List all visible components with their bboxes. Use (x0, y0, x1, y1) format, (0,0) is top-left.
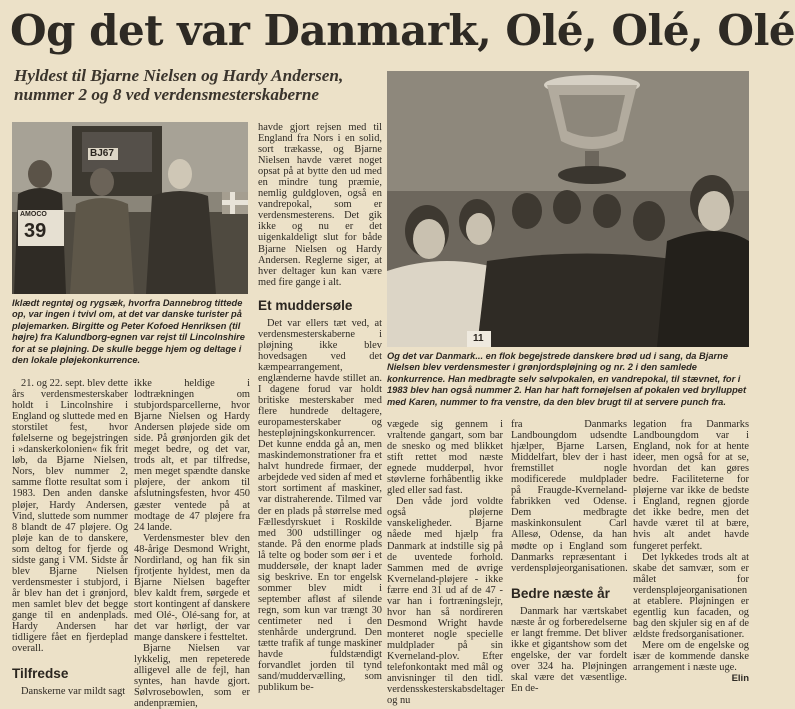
photo-ploughing-tourists (12, 122, 248, 294)
caption-right: Og det var Danmark... en flok begejstrede danskere brød ud i sang, da Bjarne Nielsen blev verdensmester i grønjordspløjning og nr. 2 i den samlede konkurrence. Han medbragte selv sølvpokalen, en vandrepokal, til stævnet, for i 1983 blev han også nummer 2. Han har haft fornøjelsen af pokalen ved brylluppet med Karen, nummer to fra venstre, da den blev brugt til at servere punch fra. (387, 351, 747, 407)
article-column-3 (258, 122, 382, 694)
col4-paragraph-2: Den våde jord voldte også pløjerne vanskeligheder. Bjarne nåede med hjælp fra Danmark at indstille sig på de uventede forhold. Sammen med de øvrige Kverneland-pløjere - ikke færre end 31 ud af de 47 - var han i fortræningslejr, hvor han så nordireren Desmond Wright havde monteret nogle specielle muldplader på sin Kverneland-plov. Efter telefonkontakt med mål og anvisninger til den tidl. verdensskesterskabsdeltager og nu (387, 496, 505, 707)
col2-paragraph-3: Bjarne Nielsen var lykkelig, men repeterede alligevel alle de fejl, han syntes, han havde gjort. Sølvrosebowlen, som er andenpræmien, (134, 643, 250, 709)
author-signature: Elin (731, 673, 749, 685)
photo-left-bib-brand: AMOCO (20, 211, 47, 218)
photo-right-sign-number: 11 (473, 333, 484, 344)
article-column-2 (134, 378, 250, 709)
col2-paragraph-2: Verdensmester blev den 48-årige Desmond Wright, Nordirland, og han fik sin fjrotjente hyldest, men da Bjarne Nielsen bagefter blev kaldt frem, sørgede et stort kontingent af danskere med Olé-, Olé-sang for, at det var hørligt, der var mange danskere i festteltet. (134, 532, 250, 644)
col5-paragraph-2: Danmark har værtskabet næste år og forberedelserne er langt fremme. Det bliver ikke et gigantshow som det engelske, der var fordelt over 324 ha. Pløjningen skal være det væsentlige. En de- (511, 605, 627, 694)
photo-celebration-trophy (387, 71, 749, 347)
col1-paragraph-2: Danskerne var mildt sagt (21, 686, 126, 698)
subheadline: Hyldest til Bjarne Nielsen og Hardy Andersen, nummer 2 og 8 ved verdensmesterskaberne (14, 66, 344, 104)
col6-paragraph-1: legation fra Danmarks Landboungdom var i England, nok for at hente ideer, men også for at se, hvordan det kan gøres bedre. Faciliteterne for pløjerne var ikke de bedste i England, regnen gjorde det ikke bedre, men det havde været til at bære, hvis alt andet havde fungeret perfekt. (633, 419, 749, 552)
caption-left: Iklædt regntøj og rygsæk, hvorfra Dannebrog tittede op, var ingen i tvivl om, at det var danske turister på pløjemarken. Birgitte og Peter Kofoed Henriksen (til højre) fra Kalundborg-egnen var rejst til Lincolnshire for at se pløjning. De skulle begge hjem og deltage i den lokale pløjekonkurrence. (12, 298, 245, 366)
photo-left-illustration (12, 122, 248, 294)
col3-paragraph-1: havde gjort rejsen med til England fra Nors i en solid, sort trækasse, og Bjarne Nielsen havde været noget opsat på at bytte den ud med en mindre tung præmie, nemlig guldgloven, også en vandrepokal, som er verdensmesterens. Det gik ikke og nu er det uigenkaldeligt slut for både Bjarne Nielsen og Hardy Andersen. Reglerne siger, at hver deltager kun kan være med fire gange i alt. (258, 122, 382, 288)
article-column-6 (633, 419, 749, 685)
col6-paragraph-2: Det lykkedes trods alt at skabe det samvær, som er målet for verdenspløjeorganisationen at etablere. Pløjningen er egentlig kun facaden, og bag den skjuler sig en af de ældste fredsorganisationer. (633, 551, 749, 640)
col2-paragraph-1: ikke heldige i lodtrækningen om stubjordsparcellerne, hvor Bjarne Nielsen og Hardy Andersen pløjede side om side. På grønjorden gik det meget bedre, og det var, trods alt, et par tilfredse, men meget spændte danske pløjere, der ankom til afslutningsfesten, hvor 450 gæster ventede på at modtage de 47 pløjere fra 24 lande. (134, 378, 250, 533)
heading-tilfredse: Tilfredse (12, 666, 69, 682)
heading-bedre-naeste-aar: Bedre næste år (511, 585, 610, 601)
article-column-1 (12, 378, 128, 698)
col1-paragraph: 21. og 22. sept. blev dette års verdensmesterskaber holdt i Lincolnshire i England og sluttede med en storstilet fest, hvor følelserne og begejstringen i »danskerkolonien« fik frit løb, da Bjarne Nielsen, Nors, blev nummer 2, samme flotte resultat som i 1983. Den anden danske pløjer, Hardy Andersen, Vind, sluttede som nummer 8 blandt de 47 pløjere. Og pløje kan de to danskere, som deltog for fjerde og sidste gang i VM. Sidste år blev Bjarne Nielsen verdensmester i stubjord, i år blev han det i grønjord, men samlet blev det begge gange til en andenplads. Hardy Andersen har tidligere fået en fjerdeplad overall. (12, 378, 128, 655)
col4-paragraph-1: vægede sig gennem i vraltende gangart, som bar de snesko og med blikket stift rettet mod næste egnede mudderpøl, hvor støvlerne forhåbentlig ikke gled eller sad fast. (387, 419, 503, 497)
photo-right-illustration (387, 71, 749, 347)
heading-et-muddersoele: Et muddersøle (258, 297, 353, 313)
photo-left-sign-number: BJ67 (90, 148, 114, 159)
article-column-4 (387, 419, 505, 707)
col5-paragraph-1: fra Danmarks Landboungdom udsendte hjælper, Bjarne Larsen, Middelfart, blev der i hast fremstillet nogle modificerede muldplader på Fraugde-Kverneland-fabrikken ved Odense. Dem medbragte maskinkonsulent Carl Allesø, Odense, da han mødte op i England som Danmarks repræsentant i verdenspløjeorganisationen. (511, 419, 628, 574)
headline: Og det var Danmark, Olé, Olé, Olé (10, 6, 795, 55)
col3-paragraph-2: Det var ellers tæt ved, at verdensmesterskaberne i pløjning ikke blev hovedsagen ved det kæmpearrangement, englænderne havde stillet an. I dagene forud var holdt britiske mesterskaber med flere hundrede deltagere, europamesterskaber og hestepløjningskonkurrencer. Det kunne endda gå an, men maskindemonstrationer fra et halvt hundrede firmaer, der arbejdede ved siden af med et stort sortiment af maskiner, var distraherende. Tilmed var der en plads på størrelse med Fællesdyrskuet i Roskilde med 300 udstillinger og stande. På den enorme plads lå telte og boder som øer i et muddersøle, der knapt lader sig beskrive. En tor engelsk sommer blev midt i september afløst af silende regn, som kun var trængt 30 centimeter ned i den stenhårde undergrund. Den tætte trafik af tunge maskiner havde fuldstændigt forvandlet jorden til tynd sand/muddervælling, som publikum be- (258, 317, 382, 694)
col6-paragraph-3: Mere om de engelske og især de kommende danske arrangement i næste uge. (633, 639, 749, 674)
photo-left-bib-number: 39 (24, 220, 47, 242)
article-column-5 (511, 419, 628, 694)
